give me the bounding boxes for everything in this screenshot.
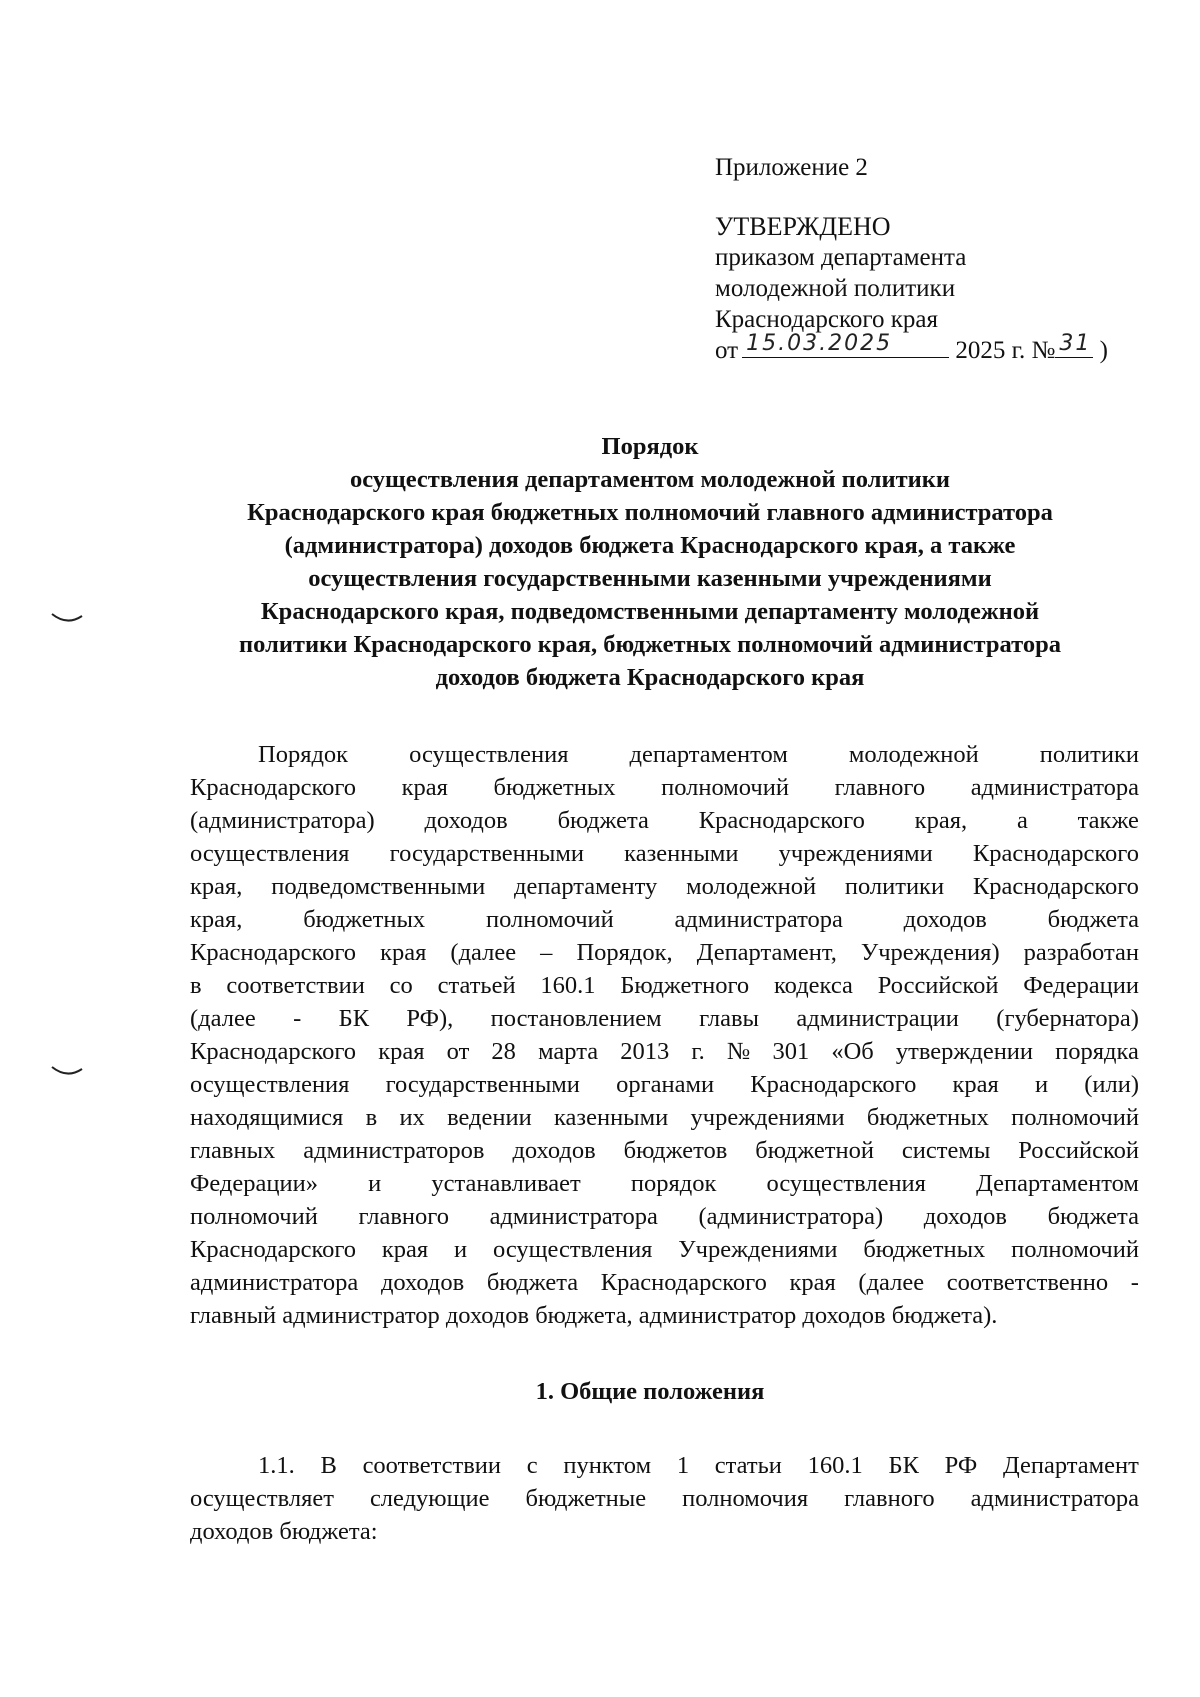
approval-block — [715, 152, 1155, 366]
text-line: Федерации» и устанавливает порядок осуществления Департаментом — [190, 1170, 1139, 1197]
closing-paren: ) — [1099, 337, 1108, 364]
text-line: Краснодарского края (далее – Порядок, Департамент, Учреждения) разработан — [190, 939, 1139, 966]
text-line: главных администраторов доходов бюджетов бюджетной системы Российской — [190, 1137, 1139, 1164]
text-line: осуществляет следующие бюджетные полномочия главного администратора — [190, 1485, 1139, 1512]
text-line: находящимися в их ведении казенными учреждениями бюджетных полномочий — [190, 1104, 1139, 1131]
title-line: осуществления департаментом молодежной политики — [350, 466, 950, 493]
document-title — [150, 430, 1150, 694]
text-line: Порядок осуществления департаментом молодежной политики — [258, 741, 1139, 768]
handwritten-date: 15.03.2025 — [746, 331, 893, 356]
text-line: полномочий главного администратора (администратора) доходов бюджета — [190, 1203, 1139, 1230]
approval-date-line — [715, 331, 1155, 366]
text-line: (далее - БК РФ), постановлением главы администрации (губернатора) — [190, 1005, 1139, 1032]
text-line: Краснодарского края бюджетных полномочий главного администратора — [190, 774, 1139, 801]
year-suffix: 2025 г. № — [955, 337, 1056, 364]
title-line: Краснодарского края, подведомственными департаменту молодежной — [260, 598, 1040, 625]
text-line: доходов бюджета: — [190, 1518, 378, 1545]
intro-paragraph — [190, 738, 1139, 1332]
text-line: края, бюджетных полномочий администратора доходов бюджета — [190, 906, 1139, 933]
handwritten-number: 31 — [1059, 331, 1092, 356]
text-line: осуществления государственными казенными учреждениями Краснодарского — [190, 840, 1139, 867]
title-line: политики Краснодарского края, бюджетных полномочий администратора — [239, 631, 1061, 658]
title-line: Краснодарского края бюджетных полномочий главного администратора — [247, 499, 1053, 526]
section-1-paragraph — [190, 1449, 1139, 1548]
title-line: Порядок — [601, 433, 699, 460]
number-blank — [1055, 331, 1093, 358]
approval-line-3: Краснодарского края — [715, 306, 938, 333]
approval-line-2: молодежной политики — [715, 275, 956, 302]
text-line: (администратора) доходов бюджета Краснодарского края, а также — [190, 807, 1139, 834]
binding-mark-top — [50, 612, 84, 624]
title-line: (администратора) доходов бюджета Краснодарского края, а также — [284, 532, 1016, 559]
date-prefix: от — [715, 337, 739, 364]
date-blank — [742, 331, 949, 358]
appendix-label: Приложение 2 — [715, 154, 868, 181]
text-line: главный администратор доходов бюджета, администратор доходов бюджета). — [190, 1302, 998, 1329]
text-line: края, подведомственными департаменту молодежной политики Краснодарского — [190, 873, 1139, 900]
text-line: осуществления государственными органами Краснодарского края и (или) — [190, 1071, 1139, 1098]
section-1-heading: 1. Общие положения — [535, 1378, 765, 1405]
title-line: доходов бюджета Краснодарского края — [435, 664, 865, 691]
text-line: в соответствии со статьей 160.1 Бюджетного кодекса Российской Федерации — [190, 972, 1139, 999]
text-line: Краснодарского края и осуществления Учреждениями бюджетных полномочий — [190, 1236, 1139, 1263]
text-line: администратора доходов бюджета Краснодарского края (далее соответственно - — [190, 1269, 1139, 1296]
text-line: Краснодарского края от 28 марта 2013 г. № 301 «Об утверждении порядка — [190, 1038, 1139, 1065]
approved-label: УТВЕРЖДЕНО — [715, 212, 891, 241]
binding-mark-bottom — [50, 1065, 84, 1077]
approval-line-1: приказом департамента — [715, 244, 967, 271]
text-line: 1.1. В соответствии с пунктом 1 статьи 160.1 БК РФ Департамент — [258, 1452, 1139, 1479]
title-line: осуществления государственными казенными учреждениями — [308, 565, 992, 592]
